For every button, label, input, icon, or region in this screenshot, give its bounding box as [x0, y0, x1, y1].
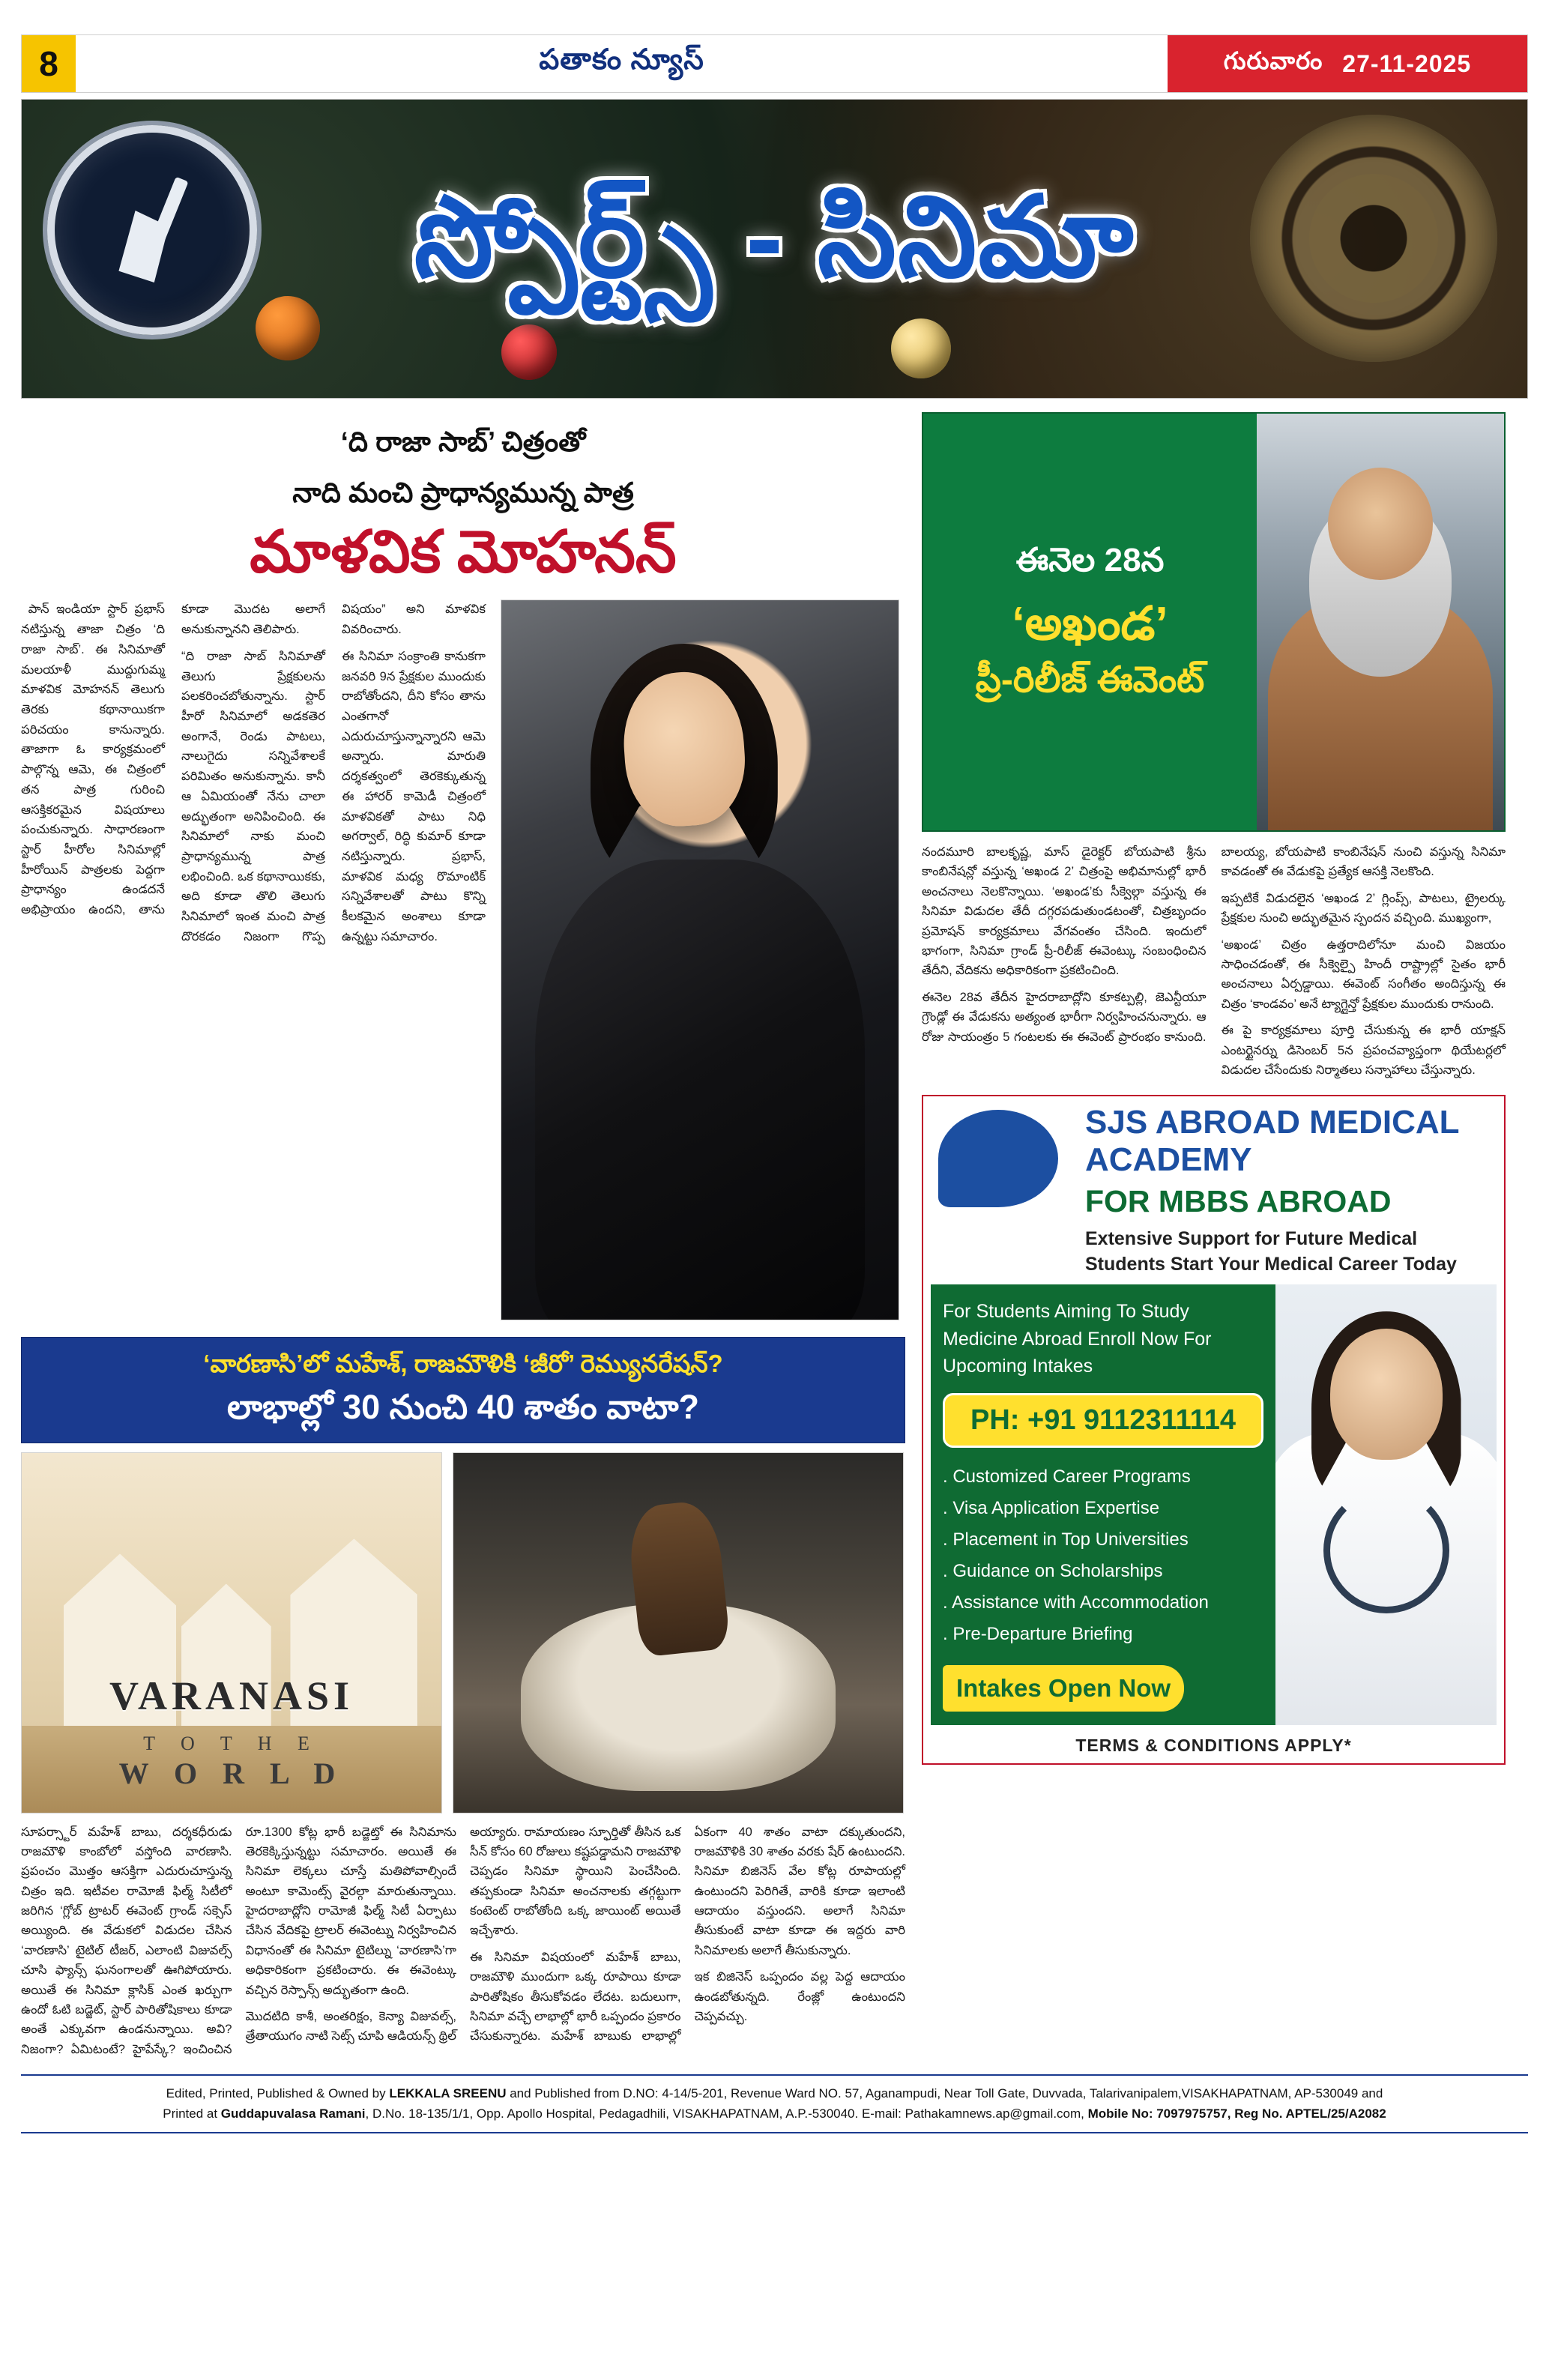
footer-text: and Published from D.NO: 4-14/5-201, Revenue Ward NO. 57, Aganampudi, Near Toll Gate, Duvvada, Talarivanipalem,VISAKHAPATNAM, AP-530049 and [506, 2086, 1383, 2101]
doctor-photo [1275, 1284, 1497, 1725]
varanasi-para-1: సూపర్స్టార్ మహేశ్ బాబు, దర్శకధీరుడు రాజమౌళి కాంబోలో వస్తోంది వారణాసి. ప్రపంచం మొత్తం ఆసక్తిగా ఎదురుచూస్తున్న చిత్రం ఇది. ఇటీవల రామోజీ ఫిల్మ్ సిటీలో జరిగిన ‘గ్లోబ్ ట్రాటర్ ఈవెంట్ గ్రాండ్ సక్సెస్ అయ్యింది. ఈ వేడుకలో విడుదల చేసిన ‘వారణాసి’ టైటిల్ టీజర్, ఎలాంటి విజువల్స్ చూసి ఫ్యాన్స్ ఘనంగాలతో ఊగిపోయారు. అయితే ఈ సినిమా క్లాసిక్ ఎంత ఖర్చుగా ఉందో ఓటి బడ్జెట్, స్టార్ పారితోషికాలు కూడా అంతే ఎక్కువగా ఉండనున్నాయి. అవి? నిజంగా? ఏమిటంటే? హైపేస్కే? ఇంచించిన రూ.1300 కోట్ల భారీ బడ్జెట్తో ఈ సినిమాను తెరకెక్కిస్తున్నట్టు సమాచారం. అయితే ఈ సినిమా లెక్కలు చూస్తే మతిపోవాల్సిందే అంటూ కామెంట్స్ వైరల్గా మారుతున్నాయి. హైదరాబాద్లోని రామోజీ ఫిల్మ్ సిటీ ఏర్పాటు చేసిన వేదికపై ట్రాలర్ ఈవెంట్ను నిర్వహించిన విధానంతో ఈ సినిమా టైటిల్ను ‘వారణాసి’గా అధికారికంగా ప్రకటించారు. ఈ ఈవెంట్కు వచ్చిన రెస్పాన్స్ అద్భుతంగా ఉంది. [21, 1825, 456, 2056]
poster-subtitle: T O T H E [143, 1732, 320, 1754]
malavika-mohanan-photo [501, 599, 899, 1320]
lead-subhead-line2: నాది మంచి ప్రాధాన్యమున్న పాత్ర [292, 477, 634, 508]
ad-title-line3: FOR MBBS ABROAD [1085, 1183, 1392, 1218]
publisher-name: LEKKALA SREENU [389, 2086, 507, 2101]
lead-story [21, 421, 905, 1320]
newspaper-page [0, 34, 1549, 2380]
boxing-glove-icon [501, 324, 557, 380]
right-column [922, 412, 1506, 2059]
akhanda-poster-photo [1257, 414, 1504, 830]
poster-subtitle-2: W O R L D [118, 1756, 345, 1790]
printer-name: Guddapuvalasa Ramani [220, 2106, 366, 2121]
lead-para-1: పాన్ ఇండియా స్టార్ ప్రభాస్ నటిస్తున్న తాజా చిత్రం ‘ది రాజా సాబ్’. ఈ సినిమాతో మలయాళీ ముద్దుగుమ్మ మాళవిక మోహనన్ తెలుగు తెరకు కథానాయికగా పరిచయం కానున్నారు. తాజాగా ఓ కార్యక్రమంలో పాల్గొన్న ఆమె, ఈ చిత్రంలో తన పాత్ర గురించి ఆసక్తికరమైన విషయాలు పంచుకున్నారు. సాధారణంగా స్టార్ హీరోల సినిమాల్లో హీరోయిన్ పాత్రలకు పెద్దగా ప్రాధాన్యం ఉండదనే అభిప్రాయం ఉందని, తాను కూడా మొదట అలాగే అనుకున్నానని తెలిపారు. [21, 602, 325, 917]
varanasi-images [21, 1452, 905, 1813]
ad-benefit-item: . Placement in Top Universities [943, 1524, 1263, 1556]
akhanda-para-4: ‘అఖండ’ చిత్రం ఉత్తరాదిలోనూ మంచి విజయం సాధించడంతో, ఈ సీక్వెల్పై హిందీ రాష్ట్రాల్లో సైతం భారీ అంచనాలు ఏర్పడ్డాయి. ఈవెంట్ సంగీతం అందిస్తున్న ఈ చిత్రం ‘కాండవం’ అనే ట్యాగ్లైన్తో ప్రేక్షకుల ముందుకు రానుంది. [1221, 937, 1506, 1011]
ad-benefit-item: . Assistance with Accommodation [943, 1587, 1263, 1619]
ad-benefit-item: . Visa Application Expertise [943, 1493, 1263, 1524]
akhanda-para-3: ఇప్పటికే విడుదలైన ‘అఖండ 2’ గ్లింప్స్, పాటలు, ట్రైలర్కు ప్రేక్షకుల నుంచి అద్భుతమైన స్పందన వచ్చింది. ముఖ్యంగా, [1221, 891, 1506, 925]
ad-benefit-item: . Guidance on Scholarships [943, 1556, 1263, 1587]
date-label: 27-11-2025 [1342, 49, 1472, 77]
left-column [21, 412, 905, 2059]
akhanda-line2: ‘అఖండ’ [1012, 597, 1168, 650]
footer-contact: Mobile No: 7097975757, Reg No. APTEL/25/A2082 [1087, 2106, 1386, 2121]
footer-text: , D.No. 18-135/1/1, Opp. Apollo Hospital, Pedagadhili, VISAKHAPATNAM, A.P.-530040. E-mail: Pathakamnews.ap@gmail.com, [365, 2106, 1088, 2121]
stethoscope-icon [1323, 1488, 1449, 1613]
akhanda-story-header [922, 412, 1506, 832]
hero-figure [626, 1499, 731, 1657]
footer-line-2 [25, 2103, 1524, 2124]
lead-para-2: “ది రాజా సాబ్ సినిమాతో తెలుగు ప్రేక్షకులను పలకరించబోతున్నాను. స్టార్ హీరో సినిమాలో అడకతెర అంగానే, రెండు పాటలు, నాలుగైదు సన్నివేశాలకే పరిమితం అనుకున్నాను. కానీ ఆ ఏమియంతో నేను చాలా అద్భుతంగా అనిపించింది. ఈ సినిమాలో నాకు మంచి ప్రాధాన్యమున్న పాత్ర లభించింది. ఒక కథానాయికకు, అది కూడా తొలి తెలుగు సినిమాలో ఇంత మంచి పాత్ర దొరకడం నిజంగా గొప్ప విషయం” అని మాళవిక వివరించారు. [181, 602, 486, 943]
ad-benefit-item: . Customized Career Programs [943, 1461, 1263, 1493]
lead-subhead-line1: ‘ది రాజా సాబ్’ చిత్రంతో [340, 426, 586, 457]
ball-icon [891, 318, 951, 378]
page-number: 8 [22, 35, 76, 92]
masthead [21, 34, 1528, 93]
ad-terms: TERMS & CONDITIONS APPLY* [1075, 1736, 1352, 1756]
akhanda-para-5: ఈ పై కార్యక్రమాలు పూర్తి చేసుకున్న ఈ భారీ యాక్షన్ ఎంటర్టైనర్ను డిసెంబర్ 5న ప్రపంచవ్యాప్తంగా థియేటర్లలో విడుదల చేసేందుకు నిర్మాతలు సన్నాహాలు చేస్తున్నారు. [1221, 1024, 1506, 1077]
ad-benefit-item: . Pre-Departure Briefing [943, 1619, 1263, 1650]
ad-title-line2: ACADEMY [1085, 1141, 1252, 1178]
page-body [21, 412, 1528, 2059]
banner-title: స్పోర్ట్స్ - సినిమా [414, 174, 1135, 300]
varanasi-strip-line2: లాభాల్లో 30 నుంచి 40 శాతం వాటా? [226, 1388, 700, 1427]
section-banner [21, 99, 1528, 399]
footer-text: Printed at [163, 2106, 221, 2121]
varanasi-story-text [21, 1822, 905, 2060]
ad-phone-number[interactable]: PH: +91 9112311114 [943, 1393, 1263, 1448]
weekday-label: గురువారం [1223, 46, 1323, 74]
lead-headline: మాళవిక మోహనన్ [250, 519, 677, 585]
akhanda-story-text [922, 842, 1506, 1080]
varanasi-strip-line1: ‘వారణాసి’లో మహేశ్, రాజమౌళికి ‘జీరో’ రెమ్యునరేషన్? [203, 1350, 723, 1378]
lead-story-text [21, 599, 486, 1320]
sjs-abroad-medical-academy-ad[interactable] [922, 1095, 1506, 1765]
ad-title-line1: SJS ABROAD MEDICAL [1085, 1104, 1460, 1141]
doctor-head [1330, 1329, 1443, 1460]
page-footer [21, 2074, 1528, 2133]
varanasi-para-4: ఇక బిజినెస్ ఒప్పందం వల్ల పెద్ద ఆదాయం ఉండబోతున్నది. రేంజ్లో ఉంటుందని చెప్పవచ్చు. [694, 1970, 905, 2024]
globetrotter-hero-poster [453, 1452, 904, 1813]
varanasi-headline-strip [21, 1337, 905, 1443]
akhanda-headline [923, 414, 1257, 830]
masthead-date [1168, 35, 1527, 92]
basketball-icon [256, 296, 320, 360]
ad-tagline: Extensive Support for Future Medical Students Start Your Medical Career Today [1085, 1227, 1457, 1275]
ad-pitch: For Students Aiming To Study Medicine Abroad Enroll Now For Upcoming Intakes [943, 1301, 1212, 1377]
varanasi-para-2: మొదటిది కాశీ, అంతరిక్షం, కెన్యా విజువల్స్, త్రేతాయుగం నాటి సెట్స్ చూపి ఆడియన్స్ థ్రిల్ అయ్యారు. రామాయణం స్ఫూర్తితో తీసిన ఒక సీన్ కోసం 60 రోజులు కష్టపడ్డామని రాజమౌళి చెప్పడం సినిమా స్థాయిని పెంచేసింది. తప్పకుండా సినిమా అంచనాలకు తగ్గట్టుగా కంటెంట్ రాబోతోంది ఒక్క జాయింట్ అయితే ఇచ్చేశారు. [245, 1825, 681, 2044]
varanasi-story [21, 1337, 905, 2059]
poster-title: VARANASI [109, 1673, 354, 1718]
publication-title: పతాకం న్యూస్ [539, 44, 704, 76]
varanasi-to-the-world-poster [21, 1452, 442, 1813]
akhanda-para-1: నందమూరి బాలకృష్ణ, మాస్ డైరెక్టర్ బోయపాటి శ్రీను కాంబినేషన్లో వస్తున్న ‘అఖండ 2’ చిత్రంపై అభిమానుల్లో భారీ అంచనాలు నెలకొన్నాయి. ‘అఖండ’కు సీక్వెల్గా వస్తున్న ఈ సినిమా విడుదల తేదీ దగ్గరపడుతుండటంతో, చిత్రబృందం ప్రమోషన్ కార్యక్రమాలు వేగవంతం చేసింది. ఇందులో భాగంగా, సినిమా గ్రాండ్ ప్రీ-రిలీజ్ ఈవెంట్కు సంబంధించిన తేదీని, వేదికను అధికారికంగా ప్రకటించింది. [922, 845, 1207, 978]
ad-benefits-list [943, 1461, 1263, 1650]
lead-para-3: ఈ సినిమా సంక్రాంతి కానుకగా జనవరి 9న ప్రేక్షకుల ముందుకు రాబోతోందని, దీని కోసం తాను ఎంతగానో ఎదురుచూస్తున్నాన్నారని ఆమె అన్నారు. మారుతి దర్శకత్వంలో తెరకెక్కుతున్న ఈ హారర్ కామెడీ చిత్రంలో మాళవికతో పాటు నిధి అగర్వాల్, రిద్ధి కుమార్ కూడా నటిస్తున్నారు. ప్రభాస్, మాళవిక మధ్య రొమాంటిక్ సన్నివేశాలతో పాటు కొన్ని కీలకమైన అంశాలు కూడా ఉన్నట్టు సమాచారం. [342, 649, 486, 943]
speech-bubble-icon [931, 1104, 1073, 1231]
akhanda-para-2: ఈనెల 28వ తేదీన హైదరాబాద్లోని కూకట్పల్లి, జెఎన్టీయూ గ్రౌండ్లో ఈ వేడుకను అత్యంత భారీగా నిర్వహించనున్నారు. ఆ రోజు సాయంత్రం 5 గంటలకు ఈ ఈవెంట్ ప్రారంభం కానుంది. బాలయ్య, బోయపాటి కాంబినేషన్ నుంచి వస్తున్న సినిమా కావడంతో ఈ వేడుకపై ప్రత్యేక ఆసక్తి నెలకొంది. [922, 845, 1506, 1044]
intakes-open-now-button[interactable]: Intakes Open Now [943, 1665, 1184, 1712]
poster-head [1328, 468, 1433, 580]
akhanda-line1: ఈనెల 28న [1015, 541, 1165, 579]
varanasi-para-3: ఈ సినిమా విషయంలో మహేశ్ బాబు, రాజమౌళి ముందుగా ఒక్క రూపాయి కూడా పారితోషికం తీసుకోవడం లేదట. బదులుగా, సినిమా వచ్చే లాభాల్లో భారీ ఒప్పందం ప్రకారం చేసుకున్నారట. మహేశ్ బాబుకు లాభాల్లో ఏకంగా 40 శాతం వాటా దక్కుతుందని, రాజమౌళికి 30 శాతం వరకు షేర్ ఉంటుందని. సినిమా బిజినెస్ వేల కోట్ల రూపాయల్లో ఉంటుందని పెరిగితే, వారికి కూడా ఇలాంటి ఆదాయం వస్తుందని. అలాగే సినిమా తీసుకుంటే వాటా కూడా ఈ ఇద్దరు వారి సినిమాలకు అలాగే తీసుకున్నారు. [470, 1825, 905, 2044]
photo-body [535, 860, 865, 1320]
akhanda-line3: ప్రీ-రిలీజ్ ఈవెంట్ [975, 660, 1205, 701]
footer-text: Edited, Printed, Published & Owned by [166, 2086, 390, 2101]
footer-line-1 [25, 2083, 1524, 2103]
